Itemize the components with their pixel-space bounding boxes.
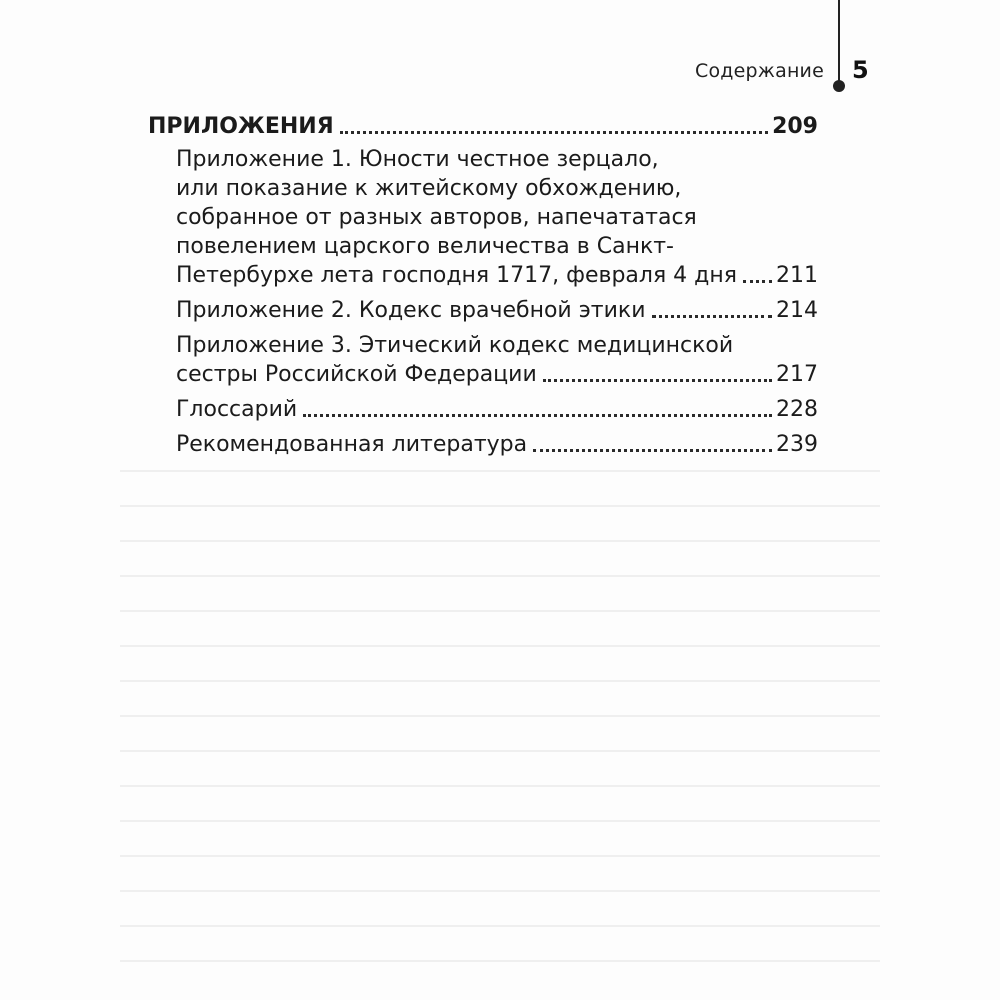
bleed-through-line bbox=[120, 820, 880, 822]
bleed-through-line bbox=[120, 505, 880, 507]
bleed-through-line bbox=[120, 925, 880, 927]
toc-entry-page: 217 bbox=[776, 362, 818, 387]
toc-entry[interactable] bbox=[176, 296, 818, 325]
header-dot bbox=[833, 80, 845, 92]
dot-leader bbox=[533, 449, 772, 452]
toc-entry-line: повелением царского величества в Санкт- bbox=[176, 234, 674, 259]
toc-entry-line: Приложение 3. Этический кодекс медицинской bbox=[176, 333, 734, 358]
toc-entry-page: 228 bbox=[776, 397, 818, 422]
table-of-contents bbox=[148, 112, 818, 465]
bleed-through-line bbox=[120, 785, 880, 787]
toc-entry[interactable] bbox=[176, 430, 818, 459]
toc-entry-last-line bbox=[176, 360, 818, 389]
dot-leader bbox=[340, 131, 768, 134]
header-rule bbox=[838, 0, 840, 84]
bleed-through-line bbox=[120, 645, 880, 647]
bleed-through-line bbox=[120, 470, 880, 472]
bleed-through-line bbox=[120, 750, 880, 752]
toc-section-page: 209 bbox=[772, 114, 818, 139]
dot-leader bbox=[743, 280, 772, 283]
dot-leader bbox=[652, 315, 773, 318]
toc-entry-page: 239 bbox=[776, 432, 818, 457]
toc-section-title: ПРИЛОЖЕНИЯ bbox=[148, 114, 334, 139]
toc-entry-title: Приложение 2. Кодекс врачебной этики bbox=[176, 298, 646, 323]
bleed-through-line bbox=[120, 540, 880, 542]
bleed-through-line bbox=[120, 960, 880, 962]
toc-entry-title: Петербурхе лета господня 1717, февраля 4 дня bbox=[176, 263, 737, 288]
bleed-through-line bbox=[120, 610, 880, 612]
toc-entry-line: собранное от разных авторов, напечататася bbox=[176, 205, 697, 230]
dot-leader bbox=[303, 414, 772, 417]
toc-entry[interactable] bbox=[176, 145, 818, 290]
toc-entry-page: 214 bbox=[776, 298, 818, 323]
page-number: 5 bbox=[852, 56, 869, 84]
toc-entry[interactable] bbox=[176, 331, 818, 389]
toc-entry-last-line bbox=[176, 430, 818, 459]
bleed-through-line bbox=[120, 575, 880, 577]
toc-entry-line: или показание к житейскому обхождению, bbox=[176, 176, 682, 201]
bleed-through-line bbox=[120, 680, 880, 682]
toc-entry-page: 211 bbox=[776, 263, 818, 288]
dot-leader bbox=[543, 379, 772, 382]
toc-entry-line: Приложение 1. Юности честное зерцало, bbox=[176, 147, 659, 172]
toc-entry-last-line bbox=[176, 395, 818, 424]
toc-section-row[interactable] bbox=[148, 112, 818, 141]
toc-entry-title: Рекомендованная литература bbox=[176, 432, 528, 457]
toc-entry-title: Глоссарий bbox=[176, 397, 298, 422]
toc-entry-last-line bbox=[176, 296, 818, 325]
toc-entry[interactable] bbox=[176, 395, 818, 424]
running-title: Содержание bbox=[695, 60, 824, 82]
bleed-through-line bbox=[120, 715, 880, 717]
bleed-through-line bbox=[120, 855, 880, 857]
toc-entry-last-line bbox=[176, 261, 818, 290]
toc-entry-title: сестры Российской Федерации bbox=[176, 362, 537, 387]
bleed-through-line bbox=[120, 890, 880, 892]
